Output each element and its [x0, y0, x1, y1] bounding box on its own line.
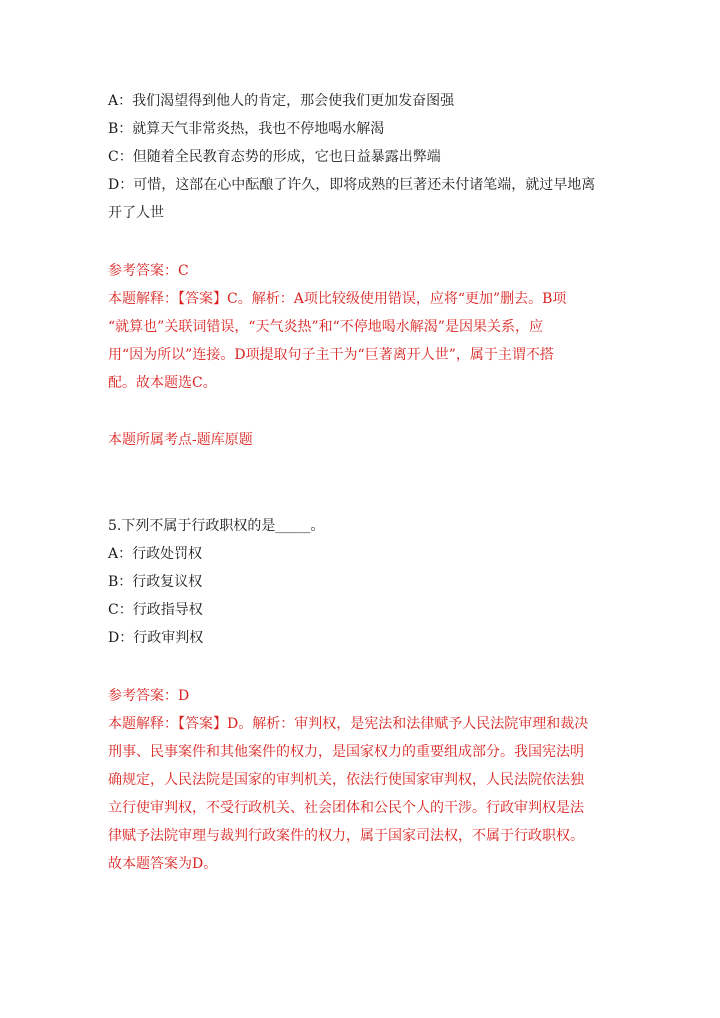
q5-answer: 参考答案：D	[108, 688, 190, 704]
q4-explanation-line: 用“因为所以”连接。D项提取句子主干为“巨著离开人世”，属于主谓不搭	[108, 347, 554, 363]
q5-explanation-line: 故本题答案为D。	[108, 856, 218, 872]
q4-option-d: D：可惜，这部在心中酝酿了许久，即将成熟的巨著还未付诸笔端，就过早地离	[108, 177, 596, 193]
q5-option-c: C：行政指导权	[108, 602, 203, 618]
q5-explanation-line: 本题解释：【答案】D。解析：审判权，是宪法和法律赋予人民法院审理和裁决	[108, 716, 589, 732]
q5-explanation-line: 立行使审判权，不受行政机关、社会团体和公民个人的干涉。行政审判权是法	[108, 800, 584, 816]
q5-explanation-line: 确规定，人民法院是国家的审判机关，依法行使国家审判权，人民法院依法独	[108, 772, 584, 788]
q4-option-c: C：但随着全民教育态势的形成，它也日益暴露出弊端	[108, 149, 441, 165]
q5-option-a: A：行政处罚权	[108, 546, 203, 562]
q5-option-b: B：行政复议权	[108, 574, 203, 590]
q4-explanation-line: “就算也”关联词错误，“天气炎热”和“不停地喝水解渴”是因果关系，应	[108, 319, 543, 335]
q4-option-a: A：我们渴望得到他人的肯定，那会使我们更加发奋图强	[108, 93, 455, 109]
q5-explanation-line: 刑事、民事案件和其他案件的权力，是国家权力的重要组成部分。我国宪法明	[108, 744, 584, 760]
q4-answer: 参考答案：C	[108, 263, 189, 279]
q4-explanation-line: 本题解释：【答案】C。解析：A项比较级使用错误，应将“更加”删去。B项	[108, 291, 567, 307]
q5-explanation-line: 律赋予法院审理与裁判行政案件的权力，属于国家司法权，不属于行政职权。	[108, 828, 584, 844]
q4-source: 本题所属考点-题库原题	[108, 432, 253, 448]
q4-option-d-continued: 开了人世	[108, 205, 164, 221]
q5-question: 5.下列不属于行政职权的是_____。	[108, 518, 325, 534]
q4-explanation-line: 配。故本题选C。	[108, 375, 217, 391]
q4-option-b: B：就算天气非常炎热，我也不停地喝水解渴	[108, 121, 385, 137]
q5-option-d: D：行政审判权	[108, 630, 204, 646]
